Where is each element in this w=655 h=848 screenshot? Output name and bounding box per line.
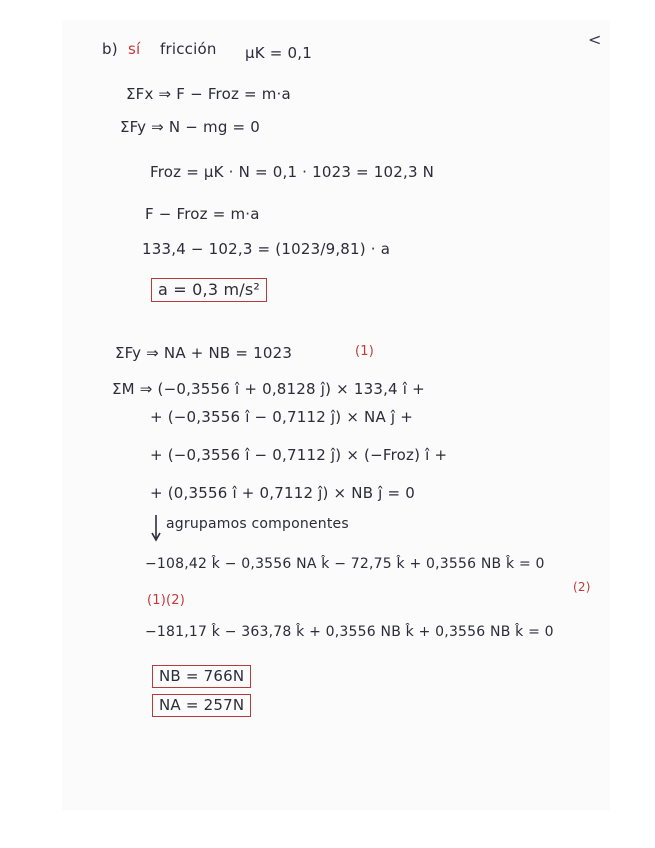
group-note: agrupamos componentes (166, 516, 349, 532)
mu-value: μK = 0,1 (245, 44, 312, 62)
equation-ref-2: (2) (573, 580, 591, 594)
numeric-equation: 133,4 − 102,3 = (1023/9,81) · a (142, 240, 391, 258)
si-word: sí (128, 40, 141, 58)
na-result: NA = 257N (152, 694, 251, 717)
moment-line-2: + (−0,3556 î − 0,7112 ĵ) × NA ĵ + (150, 408, 414, 426)
header-title: fricción (160, 40, 217, 58)
grouped-equation: −108,42 k̂ − 0,3556 NA k̂ − 72,75 k̂ + 0,3556 NB k̂ = 0 (145, 556, 545, 572)
nb-result: NB = 766N (152, 665, 251, 688)
friction-equation: Froz = μK · N = 0,1 · 1023 = 102,3 N (150, 163, 435, 181)
sum-fy-equation: ΣFy ⇒ N − mg = 0 (120, 118, 261, 136)
part-label: b) (102, 40, 118, 58)
moment-line-1: ΣM ⇒ (−0,3556 î + 0,8128 ĵ) × 133,4 î + (112, 380, 425, 398)
sum-fy2-equation: ΣFy ⇒ NA + NB = 1023 (115, 344, 293, 362)
moment-line-3: + (−0,3556 î − 0,7112 ĵ) × (−Froz) î + (150, 446, 448, 464)
acceleration-result: a = 0,3 m/s² (151, 278, 267, 302)
sum-fx-equation: ΣFx ⇒ F − Froz = m·a (126, 85, 291, 103)
combine-ref: (1)(2) (147, 593, 186, 608)
newton-equation: F − Froz = m·a (145, 205, 260, 223)
combined-equation: −181,17 k̂ − 363,78 k̂ + 0,3556 NB k̂ + 0,3556 NB k̂ = 0 (145, 624, 554, 640)
moment-line-4: + (0,3556 î + 0,7112 ĵ) × NB ĵ = 0 (150, 484, 415, 502)
equation-ref-1: (1) (355, 344, 375, 359)
corner-mark: < (588, 30, 602, 49)
down-arrow-icon (150, 514, 162, 542)
